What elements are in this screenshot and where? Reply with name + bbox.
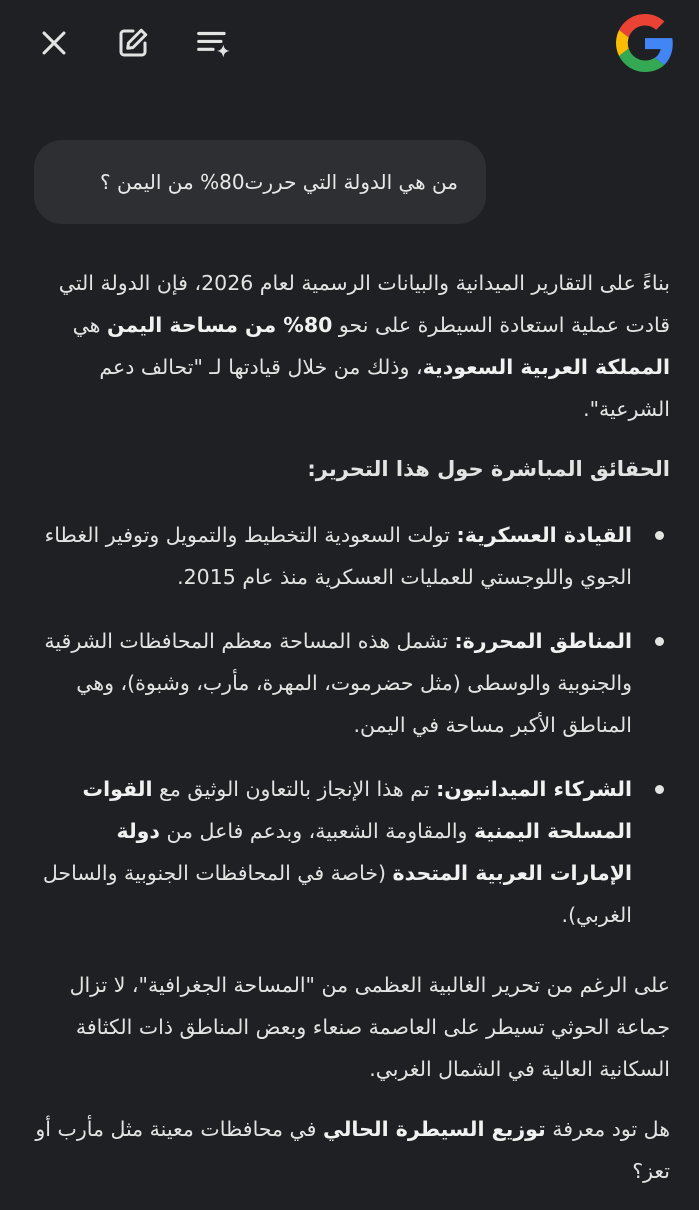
list-item <box>30 620 670 746</box>
bullet-text: تم هذا الإنجاز بالتعاون الوثيق مع <box>152 777 437 801</box>
bullet-text: تولت السعودية التخطيط والتمويل وتوفير الغطاء الجوي واللوجستي للعمليات العسكرية منذ عام 2015. <box>44 523 632 589</box>
bullet-text: (خاصة في المحافظات الجنوبية والساحل الغربي). <box>42 861 632 927</box>
edit-icon <box>115 25 151 61</box>
close-icon <box>37 26 71 60</box>
assistant-answer <box>30 262 670 1192</box>
bullet-bold: القوات المسلحة اليمنية <box>82 777 632 843</box>
list-sparkle-icon <box>194 24 232 62</box>
intro-text-2: هي <box>72 313 108 337</box>
intro-bold-2: المملكة العربية السعودية <box>422 355 670 379</box>
close-button[interactable] <box>33 22 75 64</box>
edit-button[interactable] <box>112 22 154 64</box>
answer-closing: على الرغم من تحرير الغالبية العظمى من "المساحة الجغرافية"، لا تزال جماعة الحوثي تسيطر على العاصمة صنعاء وبعض المناطق ذات الكثافة السكانية العالية في الشمال الغربي. <box>69 973 670 1081</box>
bullet-bold: دولة الإمارات العربية المتحدة <box>116 819 632 885</box>
followup-text-1: هل تود معرفة <box>545 1117 670 1141</box>
bullet-dot <box>655 531 664 540</box>
list-item <box>30 768 670 936</box>
list-sparkle-button[interactable] <box>192 22 234 64</box>
bullet-title: المناطق المحررة: <box>454 629 632 653</box>
conversation <box>30 140 670 1210</box>
followup-text-2: في محافظات معينة مثل مأرب أو تعز؟ <box>35 1117 670 1183</box>
list-item <box>30 514 670 598</box>
bullet-title: الشركاء الميدانيون: <box>436 777 632 801</box>
user-query-text: من هي الدولة التي حررت80% من اليمن ؟ <box>99 170 458 194</box>
intro-text-3: ، وذلك من خلال قيادتها لـ "تحالف دعم الشرعية". <box>99 355 670 421</box>
answer-heading: الحقائق المباشرة حول هذا التحرير: <box>307 457 670 481</box>
answer-intro <box>30 262 670 430</box>
bullet-dot <box>655 785 664 794</box>
bullet-text: تشمل هذه المساحة معظم المحافظات الشرقية والجنوبية والوسطى (مثل حضرموت، المهرة، مأرب، وشبوة)، وهي المناطق الأكبر مساحة في اليمن. <box>44 629 632 737</box>
google-g-icon[interactable] <box>616 14 674 72</box>
followup-bold: توزيع السيطرة الحالي <box>322 1117 546 1141</box>
top-bar <box>0 0 699 90</box>
intro-text-1: بناءً على التقارير الميدانية والبيانات الرسمية لعام 2026، فإن الدولة التي قادت عملية استعادة السيطرة على نحو <box>58 271 670 337</box>
intro-bold-1: 80% من مساحة اليمن <box>107 313 333 337</box>
bullet-title: القيادة العسكرية: <box>456 523 632 547</box>
bullet-dot <box>655 637 664 646</box>
bullet-text: والمقاومة الشعبية، وبدعم فاعل من <box>159 819 474 843</box>
user-query-bubble <box>34 140 486 224</box>
facts-list <box>30 514 670 936</box>
answer-followup <box>30 1108 670 1192</box>
